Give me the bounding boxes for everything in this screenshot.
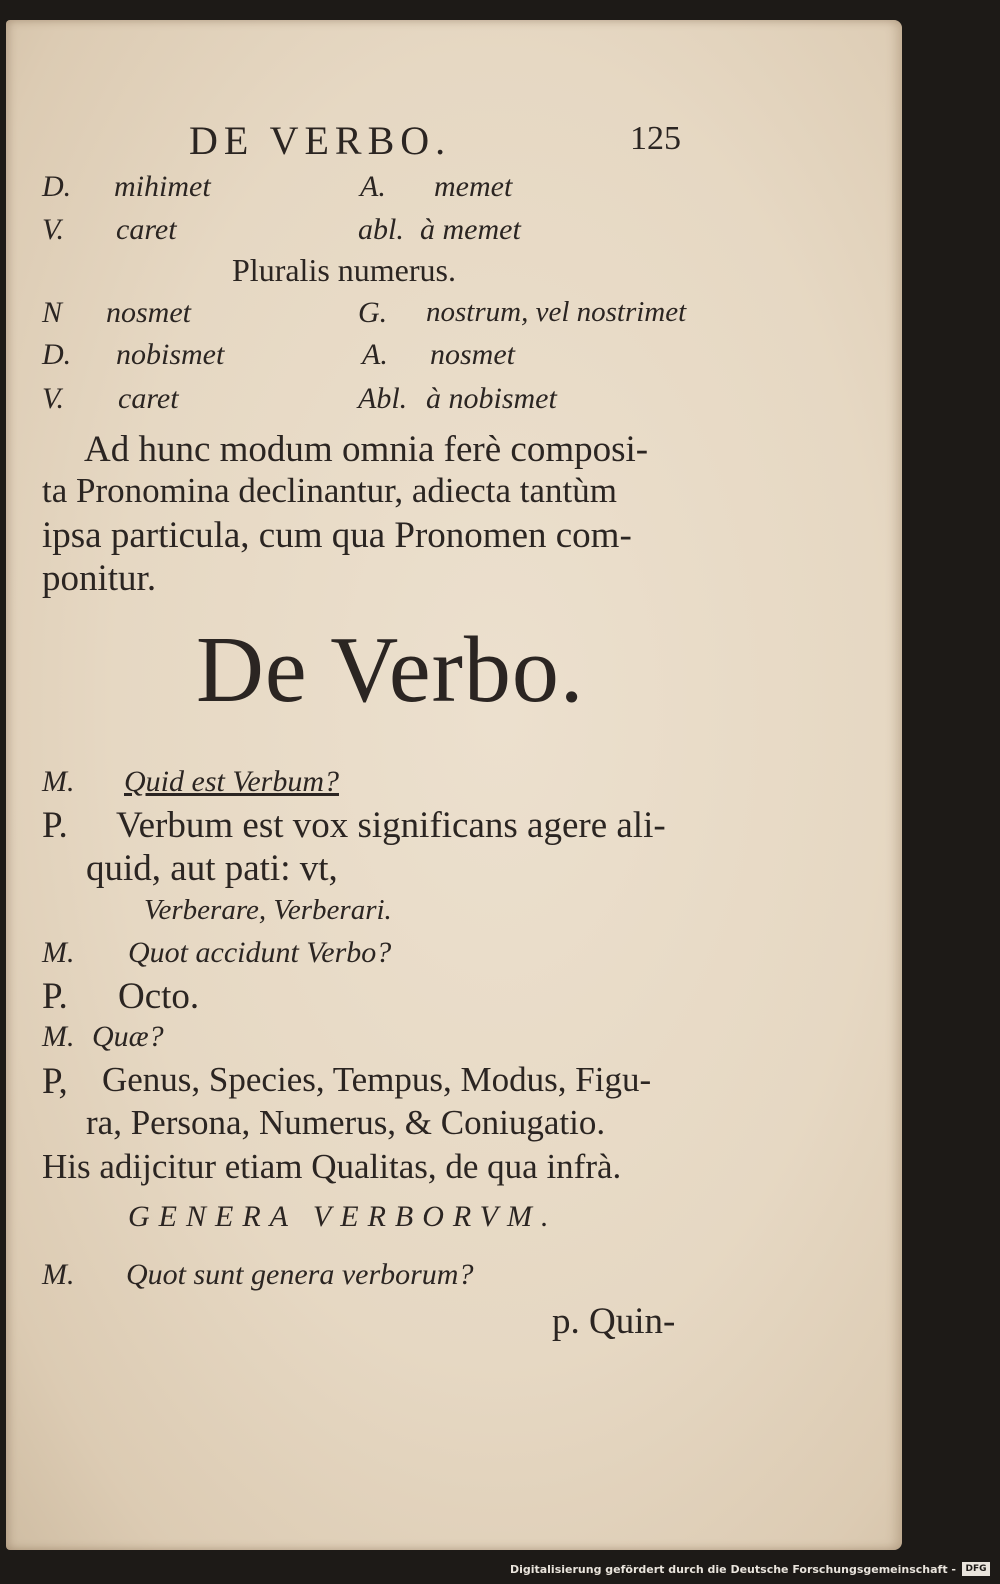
case-form: caret [116,213,177,246]
plural-heading: Pluralis numerus. [232,252,456,288]
paragraph-line: Ad hunc modum omnia ferè composi- [84,429,649,470]
question-text: Quæ? [92,1020,164,1053]
case-label: A. [362,338,388,371]
case-form: nobismet [116,338,225,371]
case-label: D. [42,338,72,371]
speaker-label: M. [42,1020,75,1053]
answer-text: Genus, Species, Tempus, Modus, Figu- [102,1060,652,1099]
note-text: His adijcitur etiam Qualitas, de qua infrà. [42,1147,622,1186]
dfg-logo: DFG [962,1562,990,1576]
running-title: DE VERBO. [189,118,452,163]
answer-text: Octo. [118,976,200,1017]
paragraph-line: ta Pronomina declinantur, adiecta tantùm [42,471,617,510]
case-form: à nobismet [426,382,557,415]
case-label: V. [42,382,64,415]
speaker-label: M. [42,765,75,798]
question-text: Quot accidunt Verbo? [128,936,392,969]
case-form: caret [118,382,179,415]
answer-text: quid, aut pati: vt, [86,848,338,889]
case-form: mihimet [114,170,211,203]
answer-text: ra, Persona, Numerus, & Coniugatio. [86,1103,606,1142]
section-title: De Verbo. [196,618,585,722]
book-page [6,20,902,1550]
case-form: nosmet [106,296,191,329]
paragraph-line: ponitur. [42,558,157,599]
case-label: G. [358,296,388,329]
paragraph-line: ipsa particula, cum qua Pronomen com- [42,515,632,556]
page-number: 125 [630,120,681,157]
subheading: GENERA VERBORVM. [128,1200,558,1233]
case-label: V. [42,213,64,246]
digitization-credit: Digitalisierung gefördert durch die Deutsche Forschungsgemeinschaft - [509,1563,956,1576]
case-label: N [42,296,63,329]
speaker-label: P, [42,1061,68,1102]
speaker-label: M. [42,936,75,969]
answer-text: Verbum est vox significans agere ali- [116,805,666,846]
case-form: nosmet [430,338,515,371]
speaker-label: M. [42,1258,75,1291]
case-label: A. [360,170,386,203]
question-text: Quot sunt genera verborum? [126,1258,474,1291]
example-text: Verberare, Verberari. [144,894,392,926]
question-text: Quid est Verbum? [124,765,339,798]
case-form: nostrum, vel nostrimet [426,296,687,328]
case-label: D. [42,170,72,203]
speaker-label: P. [42,805,68,846]
speaker-label: P. [42,976,68,1017]
case-label: Abl. [358,382,408,415]
case-form: à memet [420,213,521,246]
catchword: p. Quin- [552,1301,676,1342]
case-form: memet [434,170,513,203]
case-label: abl. [358,213,404,246]
